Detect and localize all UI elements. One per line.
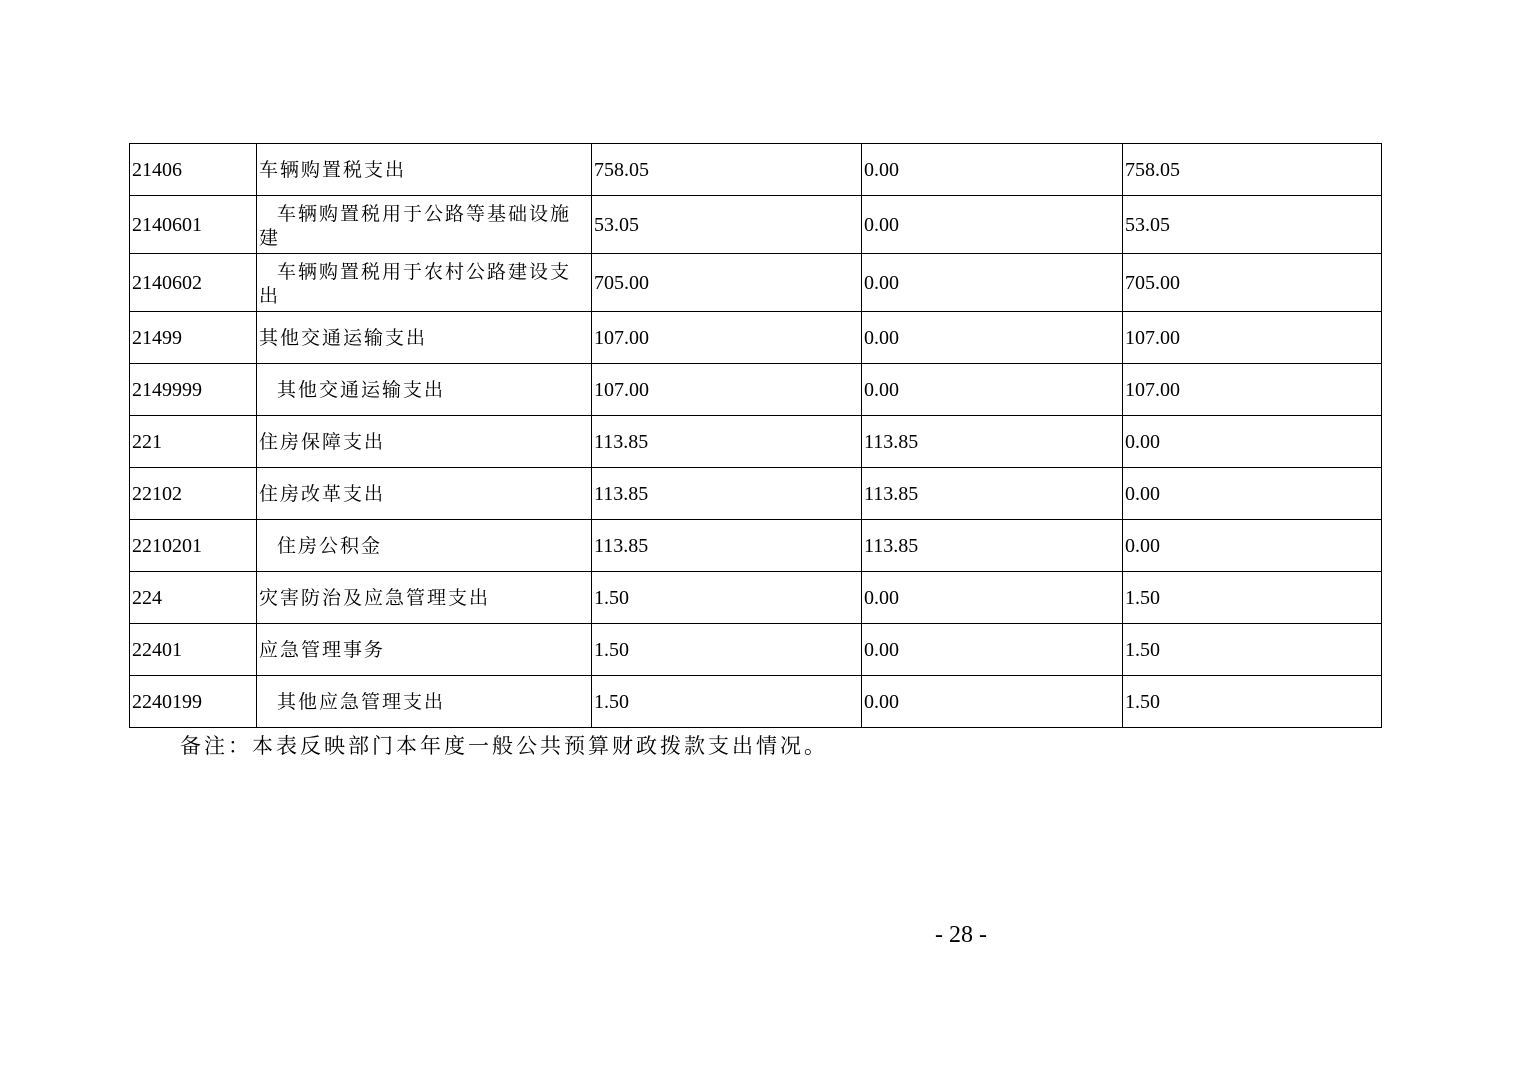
table-row bbox=[130, 312, 1382, 364]
basic-amount: 113.85 bbox=[862, 416, 1123, 468]
table-row bbox=[130, 416, 1382, 468]
subject-name bbox=[257, 144, 592, 196]
basic-amount: 0.00 bbox=[862, 254, 1123, 312]
basic-amount: 0.00 bbox=[862, 196, 1123, 254]
subject-name-text: 车辆购置税支出 bbox=[259, 158, 407, 181]
total-amount: 113.85 bbox=[592, 416, 862, 468]
subject-code: 224 bbox=[130, 572, 257, 624]
subject-name bbox=[257, 416, 592, 468]
subject-code: 2149999 bbox=[130, 364, 257, 416]
total-amount: 1.50 bbox=[592, 624, 862, 676]
project-amount: 107.00 bbox=[1123, 364, 1382, 416]
subject-name-text: 住房保障支出 bbox=[259, 430, 386, 453]
table-row bbox=[130, 254, 1382, 312]
subject-name-text: 车辆购置税用于农村公路建设支出 bbox=[259, 261, 572, 307]
subject-name bbox=[257, 572, 592, 624]
subject-name-text: 其他交通运输支出 bbox=[277, 378, 446, 401]
table-note: 备注：本表反映部门本年度一般公共预算财政拨款支出情况。 bbox=[180, 734, 828, 758]
project-amount: 0.00 bbox=[1123, 520, 1382, 572]
total-amount: 53.05 bbox=[592, 196, 862, 254]
table-row bbox=[130, 196, 1382, 254]
table-row bbox=[130, 144, 1382, 196]
page-number: - 28 - bbox=[935, 922, 987, 948]
table-row bbox=[130, 520, 1382, 572]
basic-amount: 0.00 bbox=[862, 572, 1123, 624]
total-amount: 107.00 bbox=[592, 364, 862, 416]
subject-name-text: 应急管理事务 bbox=[259, 638, 386, 661]
subject-name bbox=[257, 196, 592, 254]
project-amount: 107.00 bbox=[1123, 312, 1382, 364]
basic-amount: 113.85 bbox=[862, 468, 1123, 520]
subject-code: 2210201 bbox=[130, 520, 257, 572]
subject-code: 22401 bbox=[130, 624, 257, 676]
basic-amount: 0.00 bbox=[862, 364, 1123, 416]
total-amount: 758.05 bbox=[592, 144, 862, 196]
subject-name bbox=[257, 468, 592, 520]
subject-name-text: 灾害防治及应急管理支出 bbox=[259, 586, 491, 609]
total-amount: 1.50 bbox=[592, 572, 862, 624]
subject-name bbox=[257, 624, 592, 676]
basic-amount: 0.00 bbox=[862, 144, 1123, 196]
table-row bbox=[130, 468, 1382, 520]
table-row bbox=[130, 676, 1382, 728]
subject-code: 2140601 bbox=[130, 196, 257, 254]
basic-amount: 113.85 bbox=[862, 520, 1123, 572]
subject-name bbox=[257, 520, 592, 572]
subject-name-text: 其他应急管理支出 bbox=[277, 690, 446, 713]
subject-name bbox=[257, 676, 592, 728]
table-row bbox=[130, 572, 1382, 624]
subject-name-text: 其他交通运输支出 bbox=[259, 326, 428, 349]
subject-code: 2240199 bbox=[130, 676, 257, 728]
basic-amount: 0.00 bbox=[862, 676, 1123, 728]
subject-code: 21499 bbox=[130, 312, 257, 364]
subject-name-text: 车辆购置税用于公路等基础设施建 bbox=[259, 203, 572, 249]
table-row bbox=[130, 624, 1382, 676]
subject-code: 21406 bbox=[130, 144, 257, 196]
subject-code: 221 bbox=[130, 416, 257, 468]
basic-amount: 0.00 bbox=[862, 312, 1123, 364]
project-amount: 1.50 bbox=[1123, 676, 1382, 728]
project-amount: 0.00 bbox=[1123, 468, 1382, 520]
subject-name bbox=[257, 364, 592, 416]
total-amount: 1.50 bbox=[592, 676, 862, 728]
project-amount: 705.00 bbox=[1123, 254, 1382, 312]
total-amount: 113.85 bbox=[592, 520, 862, 572]
subject-name bbox=[257, 254, 592, 312]
project-amount: 758.05 bbox=[1123, 144, 1382, 196]
subject-code: 22102 bbox=[130, 468, 257, 520]
subject-name-text: 住房公积金 bbox=[277, 534, 383, 557]
subject-code: 2140602 bbox=[130, 254, 257, 312]
total-amount: 113.85 bbox=[592, 468, 862, 520]
total-amount: 107.00 bbox=[592, 312, 862, 364]
project-amount: 1.50 bbox=[1123, 572, 1382, 624]
subject-name bbox=[257, 312, 592, 364]
basic-amount: 0.00 bbox=[862, 624, 1123, 676]
budget-table bbox=[129, 143, 1382, 728]
subject-name-text: 住房改革支出 bbox=[259, 482, 386, 505]
project-amount: 0.00 bbox=[1123, 416, 1382, 468]
project-amount: 1.50 bbox=[1123, 624, 1382, 676]
project-amount: 53.05 bbox=[1123, 196, 1382, 254]
total-amount: 705.00 bbox=[592, 254, 862, 312]
table-row bbox=[130, 364, 1382, 416]
